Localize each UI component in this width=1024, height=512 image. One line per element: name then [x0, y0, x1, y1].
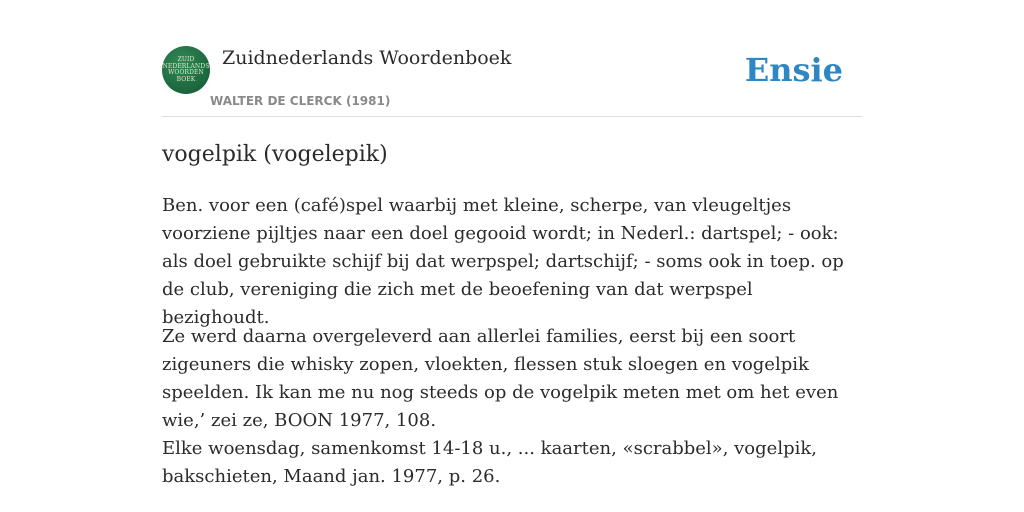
page	[162, 0, 862, 512]
entry-quote: Elke woensdag, samenkomst 14-18 u., ... kaarten, «scrabbel», vogelpik, bakschieten, Maand jan. 1977, p. 26.	[162, 438, 817, 487]
dictionary-logo[interactable]	[162, 46, 210, 94]
logo-text-line: ZUID	[177, 56, 195, 63]
entry-quote: Ze werd daarna overgeleverd aan allerlei families, eerst bij een soort zigeuners die whisky zopen, vloekten, flessen stuk sloegen en vogelpik speelden. Ik kan me nu nog steeds op de vogelpik meten met om het even wie,’ zei ze, BOON 1977, 108.	[162, 326, 839, 431]
logo-text-line: NEDERLANDS	[162, 62, 210, 70]
logo-text-line: WOORDEN	[168, 69, 204, 76]
dictionary-header	[162, 46, 862, 117]
logo-text-line: BOEK	[176, 75, 196, 83]
dictionary-author: WALTER DE CLERCK (1981)	[210, 94, 391, 108]
ensie-logo-link[interactable]: Ensie	[744, 51, 843, 89]
entry-headword: vogelpik (vogelepik)	[162, 142, 388, 167]
dictionary-title[interactable]: Zuidnederlands Woordenboek	[222, 47, 512, 69]
entry-definition: Ben. voor een (café)spel waarbij met kleine, scherpe, van vleugeltjes voorziene pijltjes naar een doel gegooid wordt; in Nederl.: dartspel; - ook: als doel gebruikte schijf bij dat werpspel; dartschijf; - soms ook in toep. op de club, vereniging die zich met de beoefening van dat werpspel bezighoudt.	[162, 195, 844, 328]
